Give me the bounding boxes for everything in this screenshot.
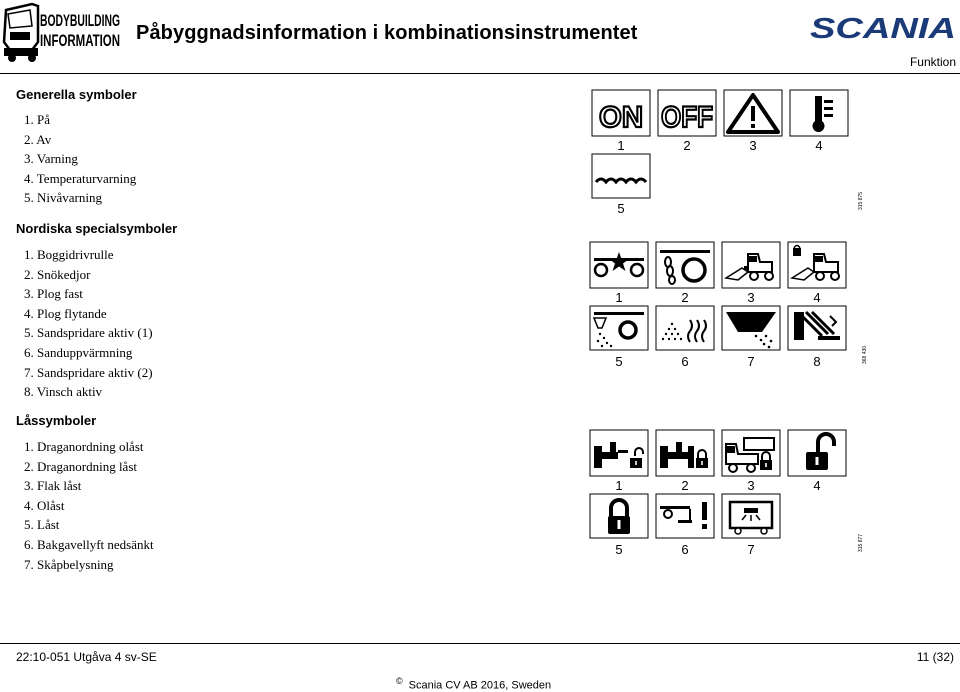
list-item: 6. Bakgavellyft nedsänkt xyxy=(24,536,154,552)
svg-text:BODYBUILDING: BODYBUILDING xyxy=(40,11,120,30)
platform-locked-icon xyxy=(722,430,780,476)
list-item: 5. Nivåvarning xyxy=(24,190,102,206)
coupling-locked-icon xyxy=(656,430,714,476)
figure-label: 5 xyxy=(617,201,625,216)
list-item: 5. Sandspridare aktiv (1) xyxy=(24,325,153,341)
figure-label: 2 xyxy=(681,290,689,305)
copyright xyxy=(396,676,551,692)
bodybuilding-information-logo xyxy=(2,2,122,68)
on-icon xyxy=(592,90,650,136)
figure-label: 3 xyxy=(747,478,755,493)
figure-label: 3 xyxy=(749,138,757,153)
copyright-icon: © xyxy=(396,676,403,686)
figure-label: 4 xyxy=(815,138,823,153)
scania-logo xyxy=(810,12,958,45)
page-title: Påbyggnadsinformation i kombinationsinstrumentet xyxy=(136,22,638,44)
plough-fixed-icon xyxy=(722,242,780,288)
figure-label: 5 xyxy=(615,542,623,557)
svg-text:OFF: OFF xyxy=(661,101,713,134)
plough-floating-icon xyxy=(788,242,846,288)
figure-label: 7 xyxy=(747,354,755,369)
figure-code: 315 875 xyxy=(858,191,864,210)
sand-heating-icon xyxy=(656,306,714,350)
winch-icon xyxy=(788,306,846,350)
figure-label: 5 xyxy=(615,354,623,369)
lock-symbols-figure xyxy=(586,428,870,565)
figure-label: 8 xyxy=(813,354,821,369)
list-item: 2. Av xyxy=(24,131,52,147)
list-item: 3. Varning xyxy=(24,151,78,167)
warning-icon xyxy=(724,90,782,136)
general-symbols-list xyxy=(24,110,136,208)
page-number: 11 (32) xyxy=(916,650,954,664)
padlock-open-icon xyxy=(788,430,846,476)
figure-label: 6 xyxy=(681,542,689,557)
section-heading-general-symbols: Generella symboler xyxy=(16,87,137,102)
padlock-closed-icon xyxy=(590,494,648,538)
svg-text:INFORMATION: INFORMATION xyxy=(40,31,120,50)
page-header xyxy=(0,0,960,78)
footer-divider xyxy=(0,643,960,644)
sand-spreader-2-icon xyxy=(722,306,780,350)
section-heading-nordic-symbols: Nordiska specialsymboler xyxy=(16,221,178,236)
tail-lift-lowered-icon xyxy=(656,494,714,538)
snow-chains-icon xyxy=(656,242,714,288)
figure-label: 4 xyxy=(813,290,821,305)
figure-label: 7 xyxy=(747,542,755,557)
list-item: 4. Olåst xyxy=(24,497,65,513)
box-lighting-icon xyxy=(722,494,780,538)
header-divider xyxy=(0,73,960,74)
section-heading-lock-symbols: Låssymboler xyxy=(16,413,97,428)
list-item: 7. Skåpbelysning xyxy=(24,556,114,572)
list-item: 6. Sanduppvärmning xyxy=(24,344,133,360)
figure-label: 2 xyxy=(683,138,691,153)
figure-code: 368 430 xyxy=(862,345,868,364)
copyright-text: Scania CV AB 2016, Sweden xyxy=(408,679,552,692)
list-item: 2. Draganordning låst xyxy=(24,458,138,474)
figure-label: 6 xyxy=(681,354,689,369)
list-item: 4. Temperaturvarning xyxy=(24,170,137,186)
list-item: 4. Plog flytande xyxy=(24,305,107,321)
figure-label: 1 xyxy=(615,290,623,305)
figure-label: 1 xyxy=(615,478,623,493)
figure-label: 1 xyxy=(617,138,625,153)
figure-label: 3 xyxy=(747,290,755,305)
svg-text:SCANIA: SCANIA xyxy=(810,13,956,45)
coupling-unlocked-icon xyxy=(590,430,648,476)
nordic-symbols-list xyxy=(24,245,153,402)
figure-label: 4 xyxy=(813,478,821,493)
bogie-roller-icon xyxy=(590,242,648,288)
list-item: 1. Draganordning olåst xyxy=(24,439,144,454)
figure-label: 2 xyxy=(681,478,689,493)
nordic-symbols-figure xyxy=(586,240,870,377)
sand-spreader-1-icon xyxy=(590,306,648,350)
temperature-icon xyxy=(790,90,848,136)
svg-text:ON: ON xyxy=(599,101,643,134)
section-label: Funktion xyxy=(909,55,956,69)
list-item: 1. Boggidrivrulle xyxy=(24,247,114,262)
list-item: 2. Snökedjor xyxy=(24,266,91,282)
lock-symbols-list xyxy=(24,437,154,574)
document-id: 22:10-051 Utgåva 4 sv-SE xyxy=(16,650,157,664)
level-icon xyxy=(592,154,650,198)
list-item: 5. Låst xyxy=(24,517,60,533)
general-symbols-figure xyxy=(588,88,868,223)
list-item: 8. Vinsch aktiv xyxy=(24,384,103,400)
list-item: 3. Plog fast xyxy=(24,286,83,302)
figure-code: 315 877 xyxy=(858,533,864,552)
list-item: 7. Sandspridare aktiv (2) xyxy=(24,364,153,380)
off-icon xyxy=(658,90,716,136)
list-item: 3. Flak låst xyxy=(24,478,82,494)
list-item: 1. På xyxy=(24,112,50,127)
